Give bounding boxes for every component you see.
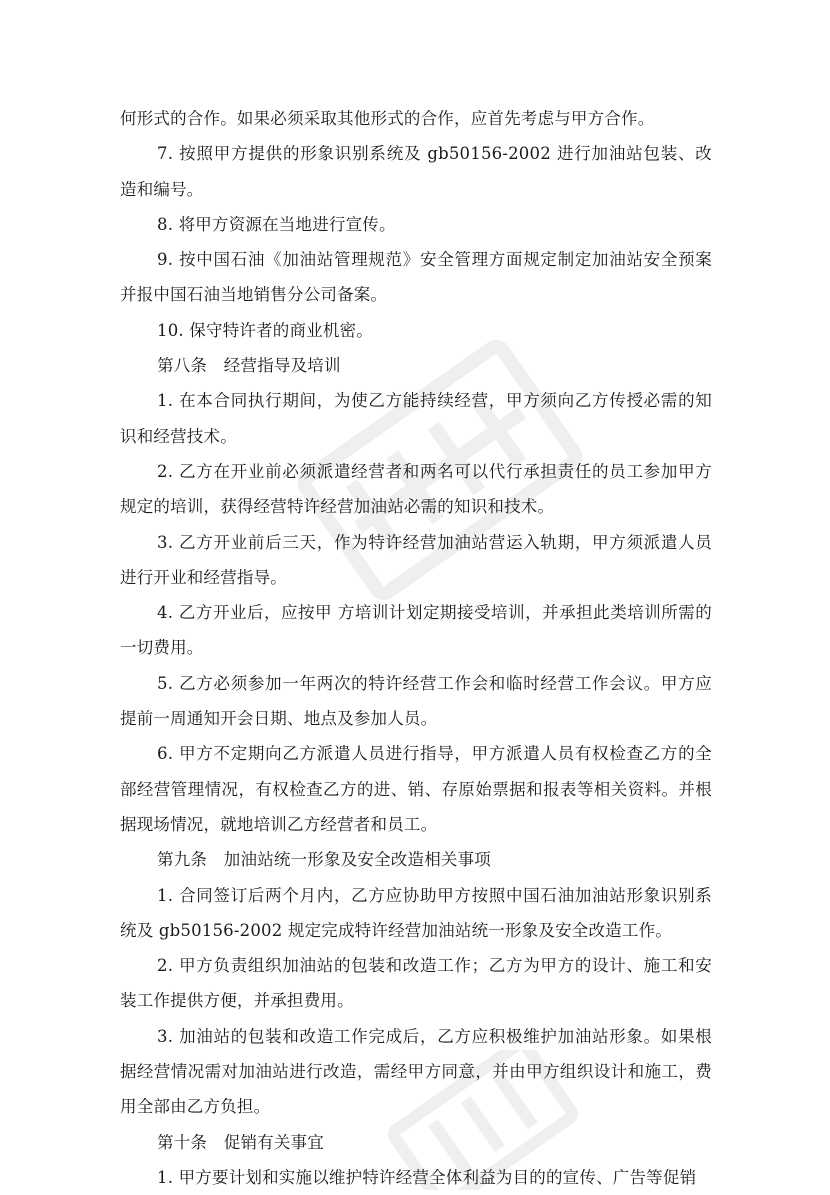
document-body: [120, 101, 712, 1195]
paragraph-article-9-item-2: 2. 甲方负责组织加油站的包装和改造工作；乙方为甲方的设计、施工和安装工作提供方便，并承担费用。: [120, 956, 712, 1011]
paragraph-article-9-item-3: 3. 加油站的包装和改造工作完成后，乙方应积极维护加油站形象。如果根据经营情况需对加油站进行改造，需经甲方同意，并由甲方组织设计和施工，费用全部由乙方负担。: [120, 1026, 712, 1117]
paragraph-article-8-item-2: 2. 乙方在开业前必须派遣经营者和两名可以代行承担责任的员工参加甲方规定的培训，获得经营特许经营加油站必需的知识和技术。: [120, 461, 712, 517]
section-heading-article-8: 第八条 经营指导及培训: [157, 356, 341, 376]
paragraph-article-9-item-1: 1. 合同签订后两个月内，乙方应协助甲方按照中国石油加油站形象识别系统及 gb50156-2002 规定完成特许经营加油站统一形象及安全改造工作。: [120, 885, 712, 940]
paragraph-article-8-item-4: 4. 乙方开业后，应按甲 方培训计划定期接受培训，并承担此类培训所需的一切费用。: [120, 603, 712, 658]
paragraph-item-10: 10. 保守特许者的商业机密。: [157, 320, 373, 340]
paragraph-article-10-item-1: 1. 甲方要计划和实施以维护特许经营全体利益为目的的宣传、广告等促销: [157, 1167, 697, 1187]
section-heading-article-10: 第十条 促销有关事宜: [157, 1132, 324, 1152]
paragraph-article-8-item-1: 1. 在本合同执行期间，为使乙方能持续经营，甲方须向乙方传授必需的知识和经营技术。: [120, 391, 712, 446]
paragraph-article-8-item-3: 3. 乙方开业前后三天，作为特许经营加油站营运入轨期，甲方须派遣人员进行开业和经营指导。: [120, 532, 712, 587]
paragraph-item-7: 7. 按照甲方提供的形象识别系统及 gb50156-2002 进行加油站包装、改造和编号。: [120, 144, 712, 199]
paragraph-article-8-item-6: 6. 甲方不定期向乙方派遣人员进行指导，甲方派遣人员有权检查乙方的全部经营管理情况，有权检查乙方的进、销、存原始票据和报表等相关资料。并根据现场情况，就地培训乙方经营者和员工。: [120, 744, 712, 834]
section-heading-article-9: 第九条 加油站统一形象及安全改造相关事项: [157, 850, 491, 870]
paragraph-item-8: 8. 将甲方资源在当地进行宣传。: [157, 214, 396, 234]
paragraph-continuation: 何形式的合作。如果必须采取其他形式的合作，应首先考虑与甲方合作。: [120, 109, 655, 128]
paragraph-item-9: 9. 按中国石油《加油站管理规范》安全管理方面规定制定加油站安全预案并报中国石油当地销售分公司备案。: [120, 250, 712, 305]
paragraph-article-8-item-5: 5. 乙方必须参加一年两次的特许经营工作会和临时经营工作会议。甲方应提前一周通知开会日期、地点及参加人员。: [120, 673, 712, 729]
